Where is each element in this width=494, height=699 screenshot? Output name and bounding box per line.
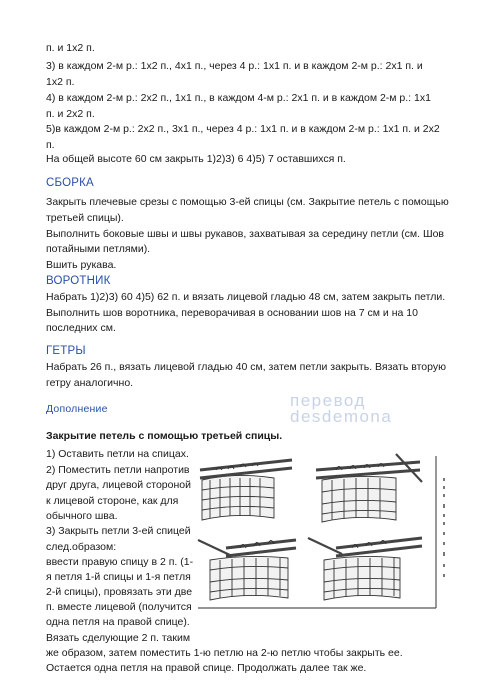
- panel-3: [198, 540, 296, 600]
- panel-1: [200, 460, 292, 520]
- collar-heading: ВОРОТНИК: [46, 275, 111, 287]
- pattern-line-1: п. и 1х2 п.: [46, 42, 95, 54]
- bindoff-line-2: 2) Поместить петли напротив: [46, 464, 190, 476]
- assembly-line-4: потайными петлями).: [46, 243, 151, 255]
- assembly-line-1: Закрыть плечевые срезы с помощью 3-ей спицы (см. Закрытие петель с помощью: [46, 196, 449, 208]
- pattern-line-8: На общей высоте 60 см закрыть 1)2)3) 6 4)5) 7 оставшихся п.: [46, 153, 346, 165]
- supplement-heading: Дополнение: [46, 403, 108, 415]
- panel-4: [308, 538, 422, 600]
- gaiters-line-1: Набрать 26 п., вязать лицевой гладью 40 см, затем петли закрыть. Вязать вторую: [46, 361, 446, 373]
- assembly-line-2: третьей спицы).: [46, 212, 124, 224]
- pattern-line-4: 4) в каждом 2-м р.: 2х2 п., 1х1 п., в каждом 4-м р.: 2х1 п. и в каждом 2-м р.: 1х1: [46, 92, 431, 104]
- watermark-line-2: desdemona: [290, 407, 393, 426]
- bindoff-line-3: друг друга, лицевой стороной: [46, 479, 191, 491]
- assembly-heading: СБОРКА: [46, 177, 94, 189]
- assembly-line-3: Выполнить боковые швы и швы рукавов, захватывая за середину петли (см. Шов: [46, 228, 444, 240]
- bindoff-line-14: же образом, затем поместить 1-ю петлю на 2-ю петлю чтобы закрыть ее.: [46, 647, 403, 659]
- bindoff-line-11: п. вместе лицевой (получится: [46, 601, 192, 613]
- bindoff-line-7: след.образом:: [46, 541, 117, 553]
- assembly-line-5: Вшить рукава.: [46, 259, 117, 271]
- pattern-line-3: 1х2 п.: [46, 76, 75, 88]
- bindoff-line-4: к лицевой стороне, как для: [46, 495, 179, 507]
- bindoff-line-13: Вязать сделующие 2 п. таким: [46, 632, 191, 644]
- bindoff-line-8: ввести правую спицу в 2 п. (1-: [46, 556, 194, 568]
- bindoff-title: Закрытие петель с помощью третьей спицы.: [46, 430, 283, 442]
- bindoff-line-1: 1) Оставить петли на спицах.: [46, 448, 189, 460]
- bindoff-line-9: я петля 1-й спицы и 1-я петля: [46, 571, 191, 583]
- pattern-line-5: п. и 2х2 п.: [46, 108, 95, 120]
- pattern-line-7: п.: [46, 139, 55, 151]
- pattern-line-2: 3) в каждом 2-м р.: 1х2 п., 4х1 п., через 4 р.: 1х1 п. и в каждом 2-м р.: 2х1 п. и: [46, 60, 423, 72]
- collar-line-1: Набрать 1)2)3) 60 4)5) 62 п. и вязать лицевой гладью 48 см, затем закрыть петли.: [46, 291, 446, 303]
- bindoff-line-6: 3) Закрыть петли 3-ей спицей: [46, 525, 191, 537]
- collar-line-3: последних см.: [46, 322, 116, 334]
- bindoff-line-12: одна петля на правой спице).: [46, 616, 190, 628]
- watermark-line-1: перевод: [290, 391, 366, 410]
- knitting-illustration: [196, 448, 458, 610]
- panel-2: [316, 454, 422, 522]
- bindoff-line-10: 2-й спицы), провязать эти две: [46, 586, 193, 598]
- bindoff-line-15: Остается одна петля на правой спице. Продолжать далее так же.: [46, 662, 367, 674]
- collar-line-2: Выполнить шов воротника, переворачивая в основании шов на 7 см и на 10: [46, 307, 418, 319]
- gaiters-heading: ГЕТРЫ: [46, 345, 86, 357]
- pattern-line-6: 5)в каждом 2-м р.: 2х2 п., 3х1 п., через 4 р.: 1х1 п. и в каждом 2-м р.: 1х1 п. и 2х2: [46, 123, 440, 135]
- bindoff-line-5: обычного шва.: [46, 510, 118, 522]
- gaiters-line-2: гетру аналогично.: [46, 377, 134, 389]
